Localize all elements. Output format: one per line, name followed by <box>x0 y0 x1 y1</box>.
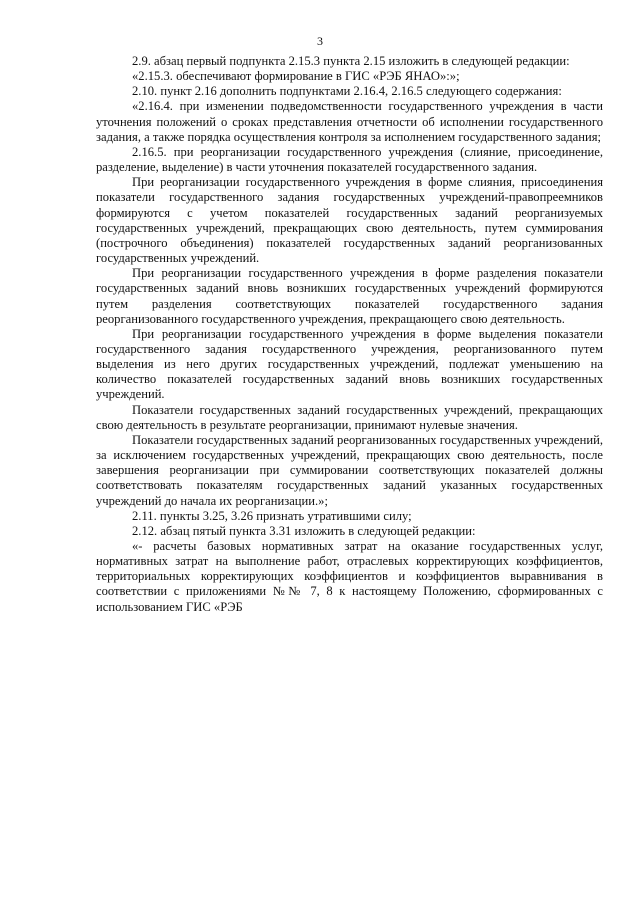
paragraph-base-costs: «- расчеты базовых нормативных затрат на оказание государственных услуг, нормативных затрат на выполнение работ, отраслевых корректирующих коэффициентов, территориальных корректирующих коэффициентов и коэффициентов выравнивания в соответствии с приложениями №№ 7, 8 к настоящему Положению, сформированных с использованием ГИС «РЭБ <box>96 539 603 614</box>
paragraph-2-16-5: 2.16.5. при реорганизации государственного учреждения (слияние, присоединение, разделение, выделение) в части уточнения показателей государственного задания. <box>96 144 603 175</box>
paragraph-2-9: 2.9. абзац первый подпункта 2.15.3 пункта 2.15 изложить в следующей редакции: <box>132 54 570 68</box>
paragraph-summation: Показатели государственных заданий реорганизованных государственных учреждений, за исключением государственных учреждений, прекращающих свою деятельность, после завершения реорганизации при суммировании соответствующих показателей должны соответствовать показателям государственных заданий указанных государственных учреждений до начала их реорганизации.»; <box>96 432 603 508</box>
paragraph-2-15-3: «2.15.3. обеспечивают формирование в ГИС «РЭБ ЯНАО»:»; <box>132 69 460 84</box>
paragraph-2-10: 2.10. пункт 2.16 дополнить подпунктами 2.16.4, 2.16.5 следующего содержания: <box>132 84 562 99</box>
page-number: 3 <box>317 34 323 48</box>
document-body <box>96 54 603 615</box>
paragraph-zero-values: Показатели государственных заданий государственных учреждений, прекращающих свою деятельность в результате реорганизации, принимают нулевые значения. <box>96 402 603 432</box>
paragraph-2-16-4: «2.16.4. при изменении подведомственности государственного учреждения в части уточнения положений о сроках представления отчетности об исполнении государственного задания, а также порядка осуществления контроля за исполнением государственного задания; <box>96 99 603 144</box>
paragraph-merger: При реорганизации государственного учреждения в форме слияния, присоединения показатели государственного задания государственных учреждений-правопреемников формируются с учетом показателей государственных заданий реорганизуемых государственных учреждений, прекращающих свою деятельность, путем суммирования (построчного объединения) показателей государственных заданий реорганизованных государственных учреждений. <box>96 175 603 266</box>
paragraph-2-11: 2.11. пункты 3.25, 3.26 признать утратившими силу; <box>132 508 412 523</box>
paragraph-separation: При реорганизации государственного учреждения в форме выделения показатели государственного задания государственного учреждения, реорганизованного путем выделения из него других государственных учреждений, подлежат уменьшению на количество показателей государственных заданий вновь возникших государственных учреждений. <box>96 326 603 402</box>
paragraph-division: При реорганизации государственного учреждения в форме разделения показатели государственных заданий вновь возникших государственных учреждений формируются путем разделения соответствующих показателей государственного задания реорганизованного государственного учреждения, прекращающего свою деятельность. <box>96 266 603 326</box>
paragraph-2-12: 2.12. абзац пятый пункта 3.31 изложить в следующей редакции: <box>132 523 476 538</box>
